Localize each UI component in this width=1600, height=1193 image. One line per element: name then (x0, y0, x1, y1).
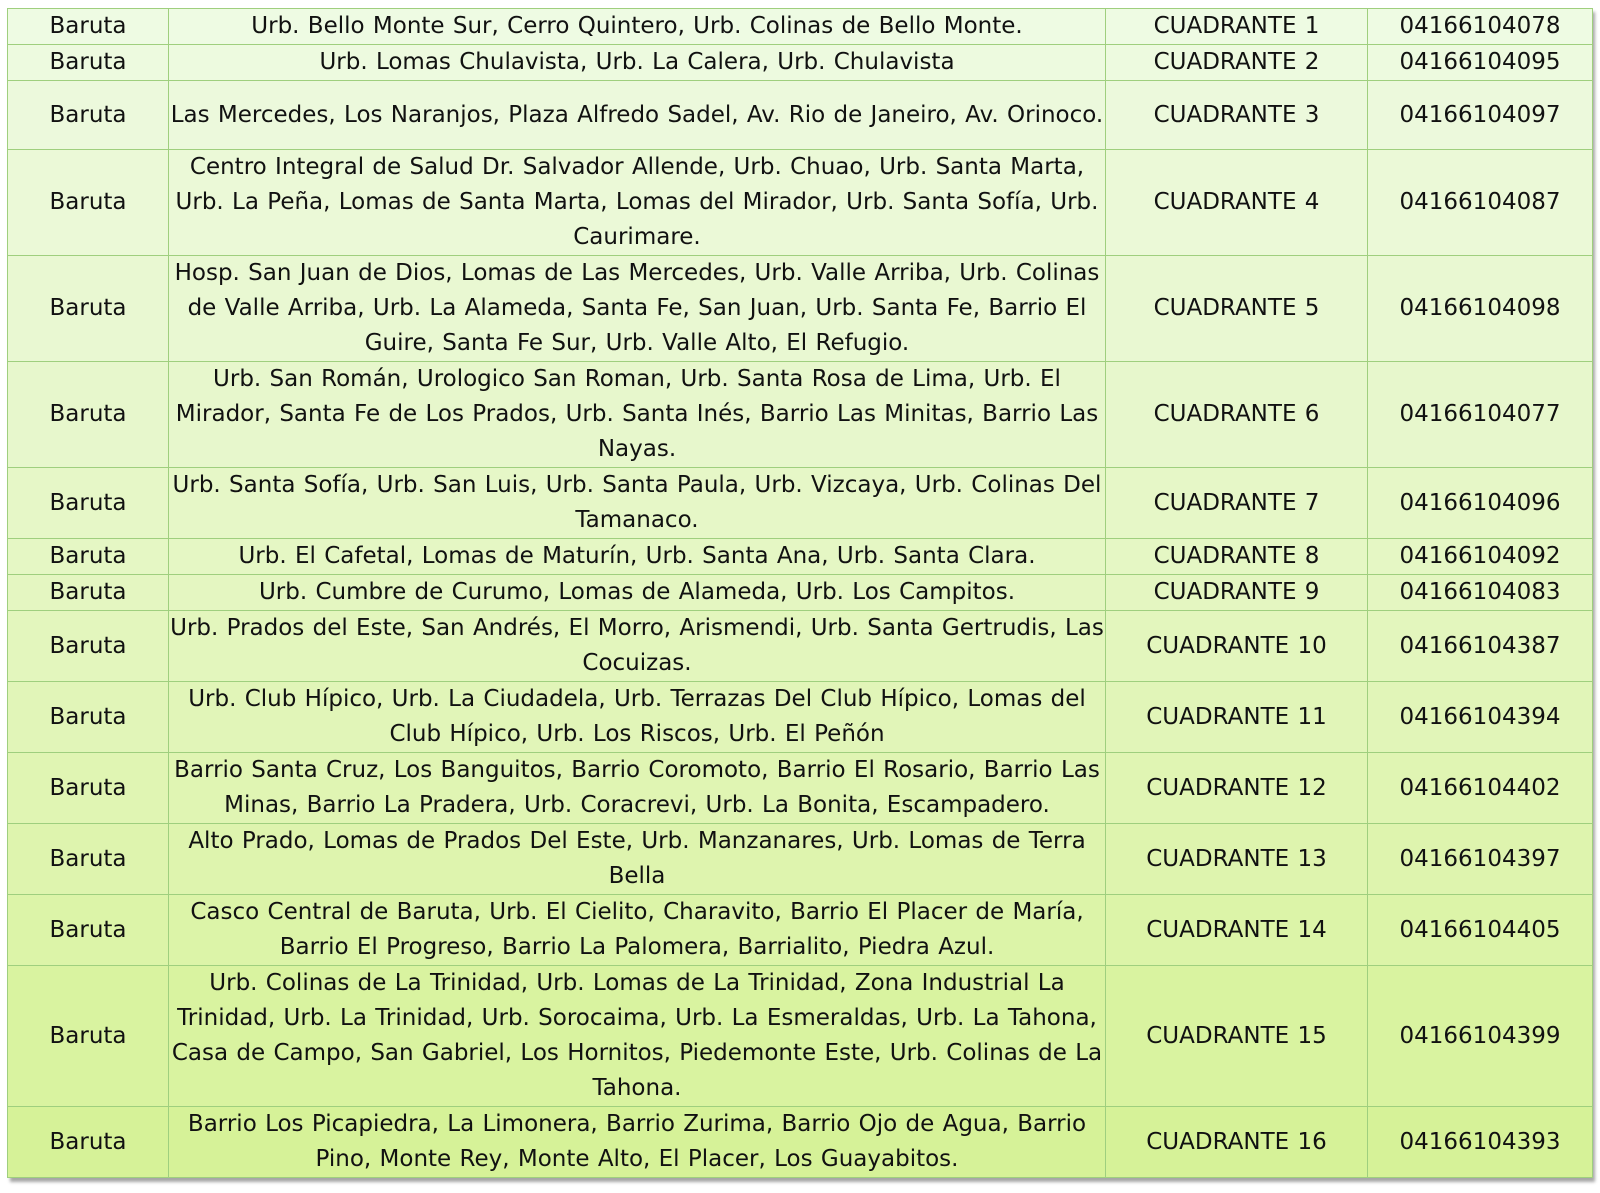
zonas-cell: Urb. Bello Monte Sur, Cerro Quintero, Urb. Colinas de Bello Monte. (169, 9, 1106, 45)
telefono-cell: 04166104077 (1368, 362, 1593, 468)
telefono-cell: 04166104092 (1368, 539, 1593, 575)
table-row (8, 895, 1593, 966)
municipio-cell: Baruta (8, 150, 169, 256)
zonas-cell: Urb. Cumbre de Curumo, Lomas de Alameda, Urb. Los Campitos. (169, 575, 1106, 611)
cuadrante-cell: CUADRANTE 4 (1106, 150, 1368, 256)
cuadrante-cell: CUADRANTE 2 (1106, 45, 1368, 81)
telefono-cell: 04166104098 (1368, 256, 1593, 362)
zonas-cell: Hosp. San Juan de Dios, Lomas de Las Mercedes, Urb. Valle Arriba, Urb. Colinas de Valle Arriba, Urb. La Alameda, Santa Fe, San Juan, Urb. Santa Fe, Barrio El Guire, Santa Fe Sur, Urb. Valle Alto, El Refugio. (169, 256, 1106, 362)
municipio-cell: Baruta (8, 1107, 169, 1178)
cuadrante-cell: CUADRANTE 15 (1106, 966, 1368, 1107)
zonas-cell: Urb. Colinas de La Trinidad, Urb. Lomas de La Trinidad, Zona Industrial La Trinidad, Urb. La Trinidad, Urb. Sorocaima, Urb. La Esmeraldas, Urb. La Tahona, Casa de Campo, San Gabriel, Los Hornitos, Piedemonte Este, Urb. Colinas de La Tahona. (169, 966, 1106, 1107)
table-row (8, 468, 1593, 539)
table-row (8, 1107, 1593, 1178)
municipio-cell: Baruta (8, 45, 169, 81)
table-body (8, 9, 1593, 1178)
zonas-cell: Centro Integral de Salud Dr. Salvador Allende, Urb. Chuao, Urb. Santa Marta, Urb. La Peña, Lomas de Santa Marta, Lomas del Mirador, Urb. Santa Sofía, Urb. Caurimare. (169, 150, 1106, 256)
municipio-cell: Baruta (8, 468, 169, 539)
cuadrante-cell: CUADRANTE 5 (1106, 256, 1368, 362)
municipio-cell: Baruta (8, 966, 169, 1107)
zonas-cell: Barrio Santa Cruz, Los Banguitos, Barrio Coromoto, Barrio El Rosario, Barrio Las Minas, Barrio La Pradera, Urb. Coracrevi, Urb. La Bonita, Escampadero. (169, 753, 1106, 824)
cuadrante-cell: CUADRANTE 6 (1106, 362, 1368, 468)
cuadrantes-table-container (7, 8, 1592, 1178)
telefono-cell: 04166104399 (1368, 966, 1593, 1107)
municipio-cell: Baruta (8, 81, 169, 150)
telefono-cell: 04166104083 (1368, 575, 1593, 611)
cuadrante-cell: CUADRANTE 1 (1106, 9, 1368, 45)
municipio-cell: Baruta (8, 256, 169, 362)
table-row (8, 682, 1593, 753)
telefono-cell: 04166104394 (1368, 682, 1593, 753)
table-row (8, 256, 1593, 362)
table-row (8, 575, 1593, 611)
municipio-cell: Baruta (8, 362, 169, 468)
cuadrante-cell: CUADRANTE 14 (1106, 895, 1368, 966)
cuadrante-cell: CUADRANTE 7 (1106, 468, 1368, 539)
telefono-cell: 04166104405 (1368, 895, 1593, 966)
table-row (8, 611, 1593, 682)
telefono-cell: 04166104397 (1368, 824, 1593, 895)
table-row (8, 539, 1593, 575)
municipio-cell: Baruta (8, 539, 169, 575)
municipio-cell: Baruta (8, 824, 169, 895)
municipio-cell: Baruta (8, 753, 169, 824)
cuadrante-cell: CUADRANTE 8 (1106, 539, 1368, 575)
cuadrante-cell: CUADRANTE 11 (1106, 682, 1368, 753)
telefono-cell: 04166104087 (1368, 150, 1593, 256)
table-row (8, 150, 1593, 256)
cuadrante-cell: CUADRANTE 12 (1106, 753, 1368, 824)
municipio-cell: Baruta (8, 895, 169, 966)
zonas-cell: Alto Prado, Lomas de Prados Del Este, Urb. Manzanares, Urb. Lomas de Terra Bella (169, 824, 1106, 895)
table-row (8, 45, 1593, 81)
table-row (8, 362, 1593, 468)
zonas-cell: Urb. San Román, Urologico San Roman, Urb. Santa Rosa de Lima, Urb. El Mirador, Santa Fe de Los Prados, Urb. Santa Inés, Barrio Las Minitas, Barrio Las Nayas. (169, 362, 1106, 468)
cuadrante-cell: CUADRANTE 3 (1106, 81, 1368, 150)
table-row (8, 966, 1593, 1107)
telefono-cell: 04166104402 (1368, 753, 1593, 824)
table-row (8, 9, 1593, 45)
telefono-cell: 04166104393 (1368, 1107, 1593, 1178)
zonas-cell: Barrio Los Picapiedra, La Limonera, Barrio Zurima, Barrio Ojo de Agua, Barrio Pino, Monte Rey, Monte Alto, El Placer, Los Guayabitos. (169, 1107, 1106, 1178)
municipio-cell: Baruta (8, 9, 169, 45)
table-row (8, 753, 1593, 824)
municipio-cell: Baruta (8, 575, 169, 611)
zonas-cell: Casco Central de Baruta, Urb. El Cielito, Charavito, Barrio El Placer de María, Barrio El Progreso, Barrio La Palomera, Barrialito, Piedra Azul. (169, 895, 1106, 966)
cuadrante-cell: CUADRANTE 13 (1106, 824, 1368, 895)
cuadrante-cell: CUADRANTE 16 (1106, 1107, 1368, 1178)
municipio-cell: Baruta (8, 611, 169, 682)
telefono-cell: 04166104078 (1368, 9, 1593, 45)
table-row (8, 81, 1593, 150)
telefono-cell: 04166104387 (1368, 611, 1593, 682)
cuadrante-cell: CUADRANTE 9 (1106, 575, 1368, 611)
zonas-cell: Las Mercedes, Los Naranjos, Plaza Alfredo Sadel, Av. Rio de Janeiro, Av. Orinoco. (169, 81, 1106, 150)
zonas-cell: Urb. Prados del Este, San Andrés, El Morro, Arismendi, Urb. Santa Gertrudis, Las Cocuizas. (169, 611, 1106, 682)
cuadrantes-table (7, 8, 1593, 1178)
zonas-cell: Urb. El Cafetal, Lomas de Maturín, Urb. Santa Ana, Urb. Santa Clara. (169, 539, 1106, 575)
cuadrante-cell: CUADRANTE 10 (1106, 611, 1368, 682)
table-row (8, 824, 1593, 895)
zonas-cell: Urb. Club Hípico, Urb. La Ciudadela, Urb. Terrazas Del Club Hípico, Lomas del Club Hípico, Urb. Los Riscos, Urb. El Peñón (169, 682, 1106, 753)
municipio-cell: Baruta (8, 682, 169, 753)
zonas-cell: Urb. Santa Sofía, Urb. San Luis, Urb. Santa Paula, Urb. Vizcaya, Urb. Colinas Del Tamanaco. (169, 468, 1106, 539)
telefono-cell: 04166104096 (1368, 468, 1593, 539)
telefono-cell: 04166104095 (1368, 45, 1593, 81)
zonas-cell: Urb. Lomas Chulavista, Urb. La Calera, Urb. Chulavista (169, 45, 1106, 81)
telefono-cell: 04166104097 (1368, 81, 1593, 150)
